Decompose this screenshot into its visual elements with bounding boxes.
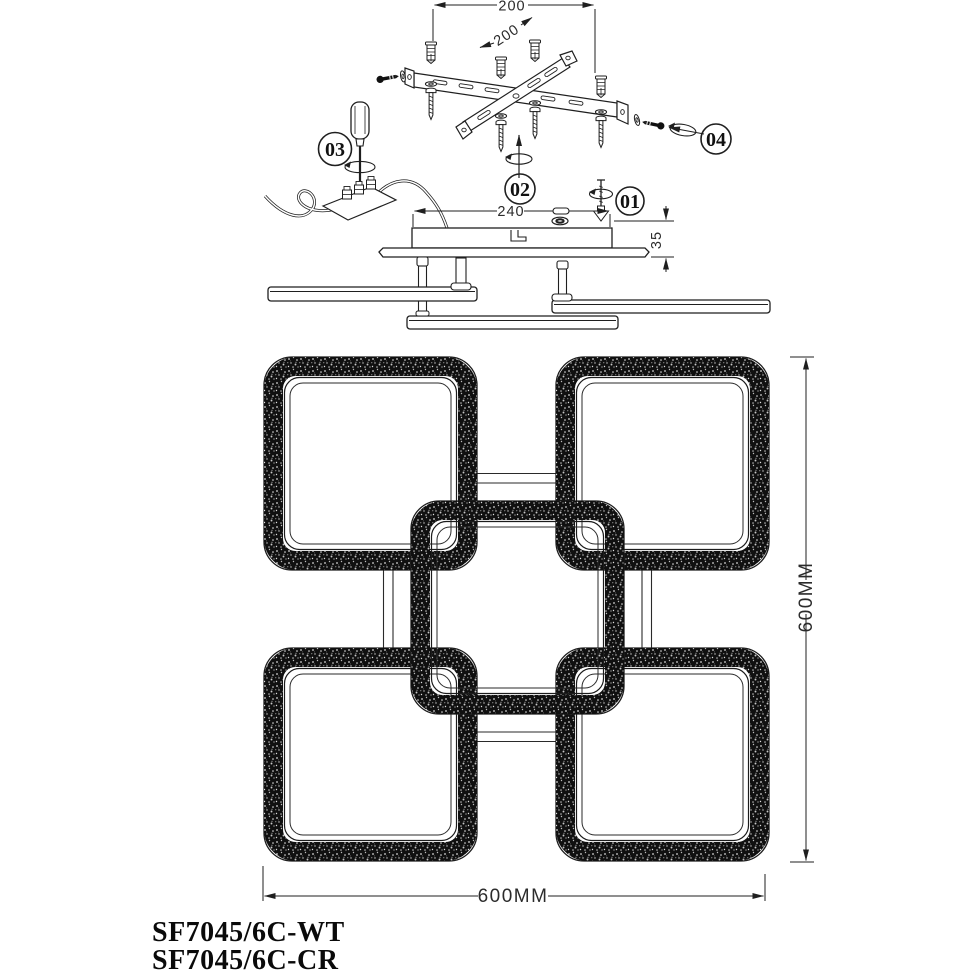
step-02 [505,135,535,204]
arm-right [552,300,770,313]
wall-anchor [496,57,507,79]
screwdriver-icon [351,102,369,186]
arm-left [268,287,477,301]
step-04-label: 04 [706,129,726,151]
wall-anchor [530,40,541,62]
step-02-label: 02 [510,179,530,201]
side-screw-left [376,70,406,86]
post-b [451,258,471,290]
led-square-bottom-left [264,648,477,861]
step-03-label: 03 [325,139,345,161]
led-square-bottom-right [556,648,769,861]
dim-600-height-label: 600MM [796,561,817,633]
frame-arms-side-view [268,257,770,329]
canopy-box [412,228,612,248]
model-code-white: SF7045/6C-WT [152,917,345,948]
arm-bottom [407,316,618,329]
dim-top-200-label: 200 [498,0,526,15]
dimension-600-height [790,357,817,862]
dim-600-width-label: 600MM [477,886,549,907]
dim-35-label: 35 [649,230,665,250]
wall-anchor [426,42,437,64]
base-plate [379,248,649,257]
step-01 [589,180,644,221]
dimension-35 [614,206,674,272]
post-c [552,261,572,301]
dim-diagonal-200-label: 200 [491,21,523,50]
led-square-top-right [556,357,769,570]
step-01-label: 01 [620,191,640,213]
dim-240-label: 240 [497,204,525,220]
terminal-block-and-wires [265,177,447,229]
model-code-chrome: SF7045/6C-CR [152,945,339,970]
model-labels [152,917,345,970]
dimension-200-diagonal [480,18,532,50]
step-03 [319,102,376,186]
plan-view [264,357,769,861]
dimension-600-width [263,866,765,907]
step-04 [633,114,731,154]
wall-anchor [596,76,607,98]
led-square-top-left [264,357,477,570]
keyhole-slot [553,208,569,214]
